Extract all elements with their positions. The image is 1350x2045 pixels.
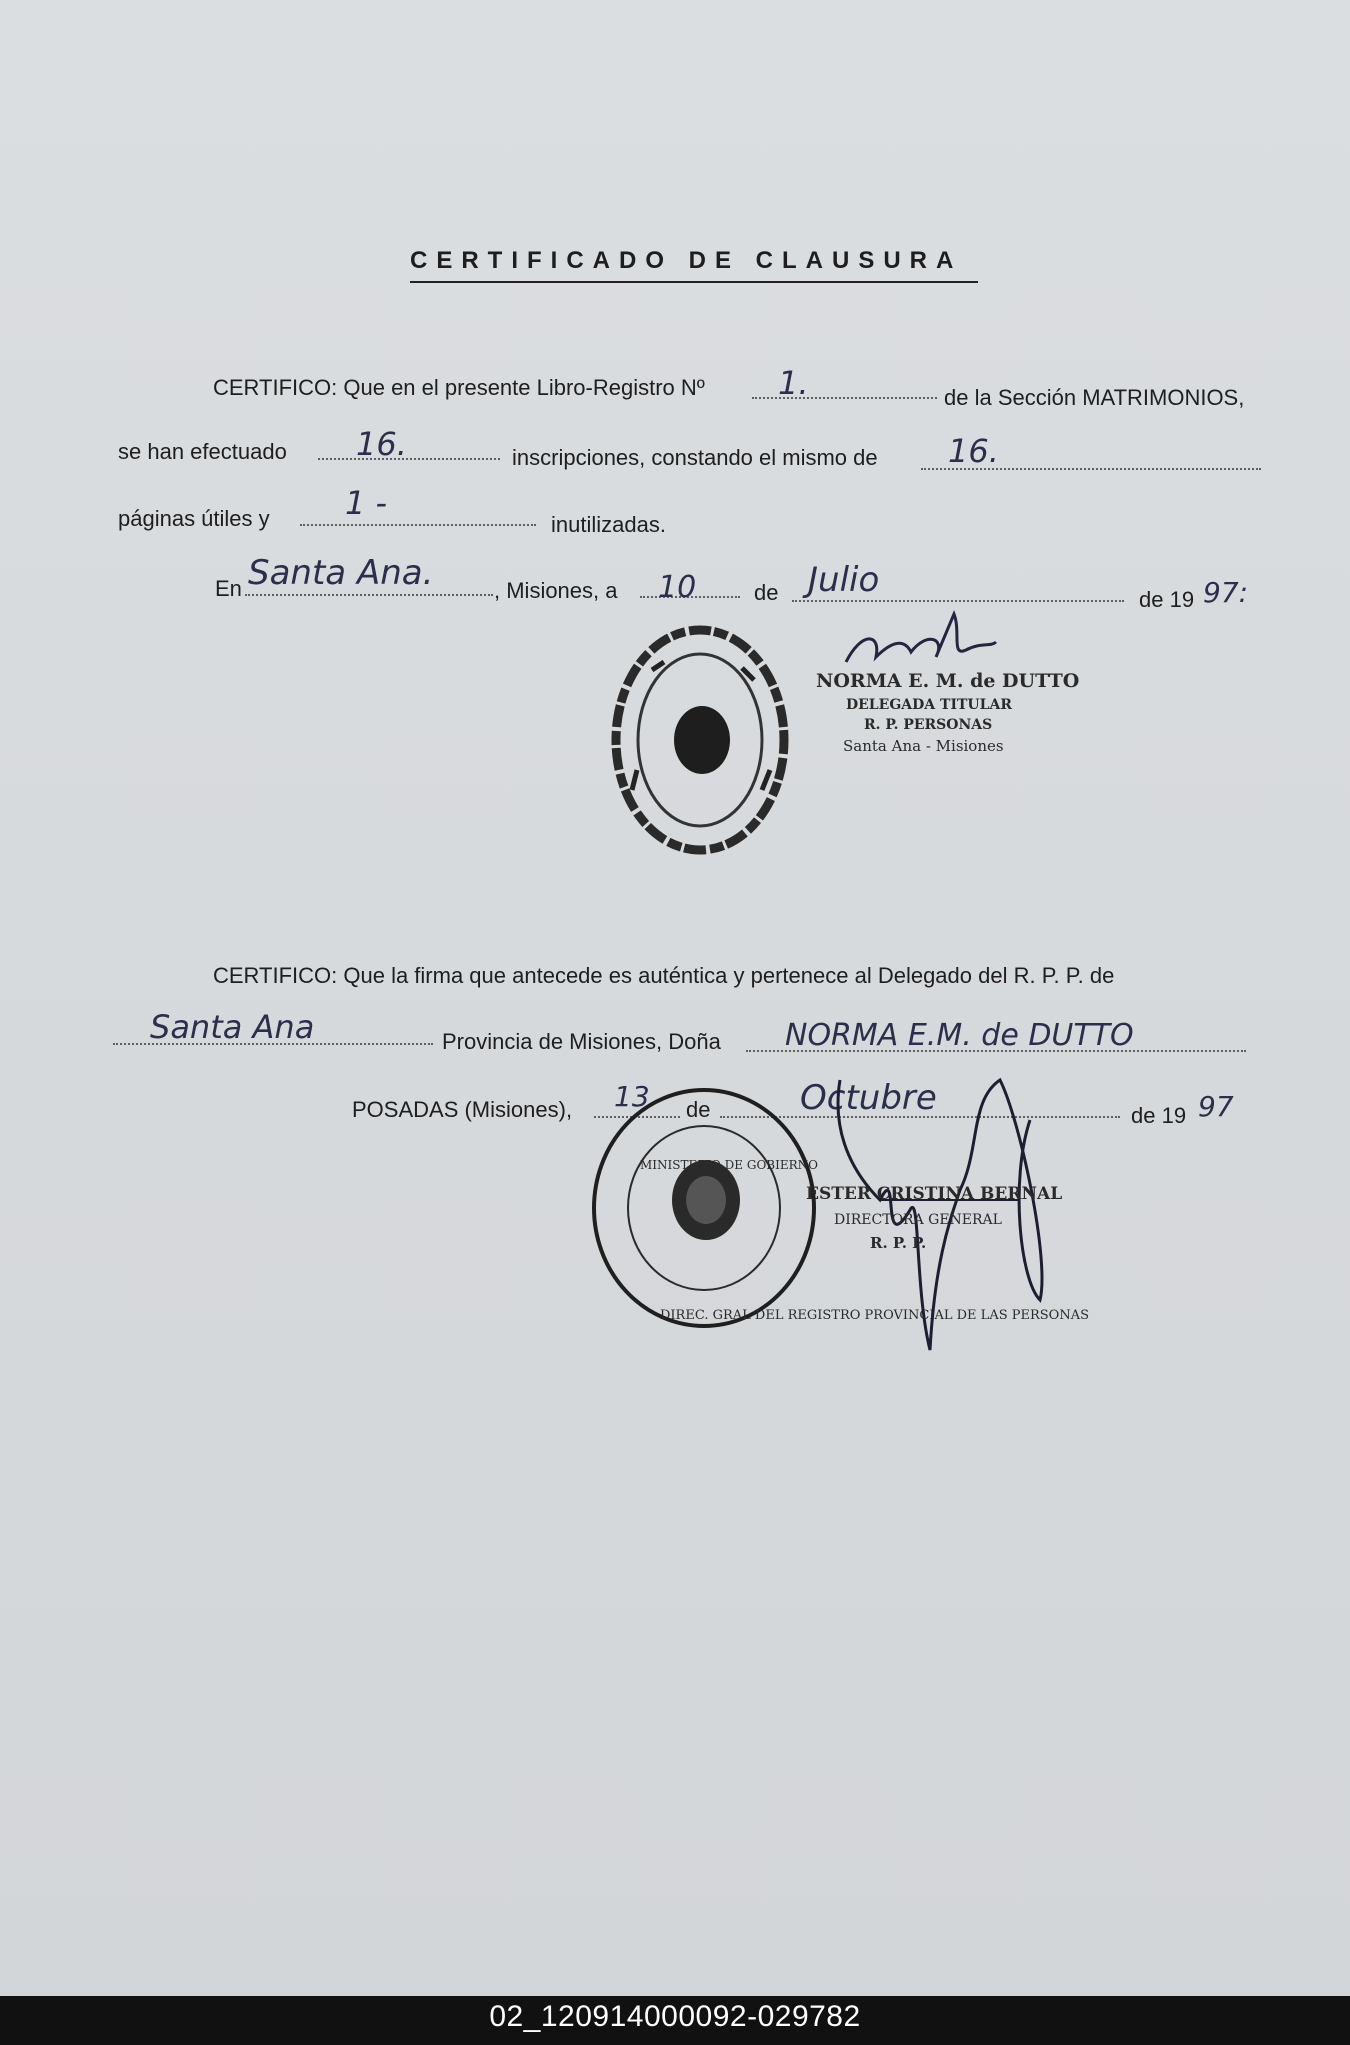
stamp2-name: ESTER CRISTINA BERNAL <box>806 1184 1063 1204</box>
p1-mes: Julio <box>808 560 880 600</box>
p1-libro-no: 1. <box>778 364 809 402</box>
p1-inscripciones: inscripciones, constando el mismo de <box>512 445 878 470</box>
p1-paginas-utiles: páginas útiles y <box>118 506 270 531</box>
signature-2 <box>820 1060 1080 1360</box>
p1-anio: 97: <box>1203 576 1249 609</box>
stamp2-role: DIRECTORA GENERAL <box>834 1212 1002 1228</box>
p1-seccion: de la Sección MATRIMONIOS, <box>944 385 1245 410</box>
p2-posadas: POSADAS (Misiones), <box>352 1097 573 1122</box>
footer-code: 02_120914000092-029782 <box>489 2000 861 2033</box>
footer-bar <box>0 1996 1350 2045</box>
seal2-text: DIREC. GRAL DEL REGISTRO PROVINCIAL DE LAS PERSONAS <box>660 1308 1089 1323</box>
p1-inutilizadas-count: 1 - <box>345 484 388 522</box>
p1-inutilizadas: inutilizadas. <box>551 512 666 537</box>
p2-de-19: de 19 <box>1131 1103 1187 1128</box>
p1-de: de <box>754 580 779 605</box>
p2-mes: Octubre <box>800 1078 937 1118</box>
seal-1 <box>612 620 792 860</box>
p1-lugar-line <box>245 594 493 596</box>
p1-en: En <box>215 576 242 601</box>
p1-dia: 10 <box>658 570 697 605</box>
stamp2-office: R. P. P. <box>870 1234 927 1252</box>
p1-lugar: Santa Ana. <box>248 553 434 593</box>
p1-inscripciones-line <box>318 458 500 460</box>
p2-anio: 97 <box>1198 1090 1234 1123</box>
p1-inscripciones-count: 16. <box>356 425 407 463</box>
seal-2 <box>588 1080 828 1330</box>
p1-efectuado: se han efectuado <box>118 439 287 464</box>
p2-provincia: Provincia de Misiones, Doña <box>442 1029 721 1054</box>
p1-certifico: CERTIFICO: Que en el presente Libro-Registro Nº <box>213 375 705 400</box>
p2-nombre: NORMA E.M. de DUTTO <box>785 1018 1134 1053</box>
p2-dia: 13 <box>614 1080 650 1113</box>
p1-paginas-count: 16. <box>948 432 999 470</box>
p1-de-19: de 19 <box>1139 587 1195 612</box>
p2-localidad: Santa Ana <box>150 1008 315 1046</box>
p1-misiones-a: , Misiones, a <box>494 578 618 603</box>
p2-de: de <box>686 1097 711 1122</box>
seal2-inner: MINISTERIO DE GOBIERNO <box>640 1158 818 1172</box>
document-title: CERTIFICADO DE CLAUSURA <box>410 247 963 274</box>
p2-certifico: CERTIFICO: Que la firma que antecede es auténtica y pertenece al Delegado del R. P. P. de <box>213 963 1115 988</box>
p1-mes-line <box>792 600 1124 602</box>
stamp1-name: NORMA E. M. de DUTTO <box>816 670 1080 692</box>
stamp1-office: R. P. PERSONAS <box>864 717 993 733</box>
stamp1-role: DELEGADA TITULAR <box>846 697 1012 713</box>
title-underline <box>410 281 978 283</box>
p1-inutilizadas-line <box>300 524 536 526</box>
stamp1-place: Santa Ana - Misiones <box>843 737 1004 755</box>
